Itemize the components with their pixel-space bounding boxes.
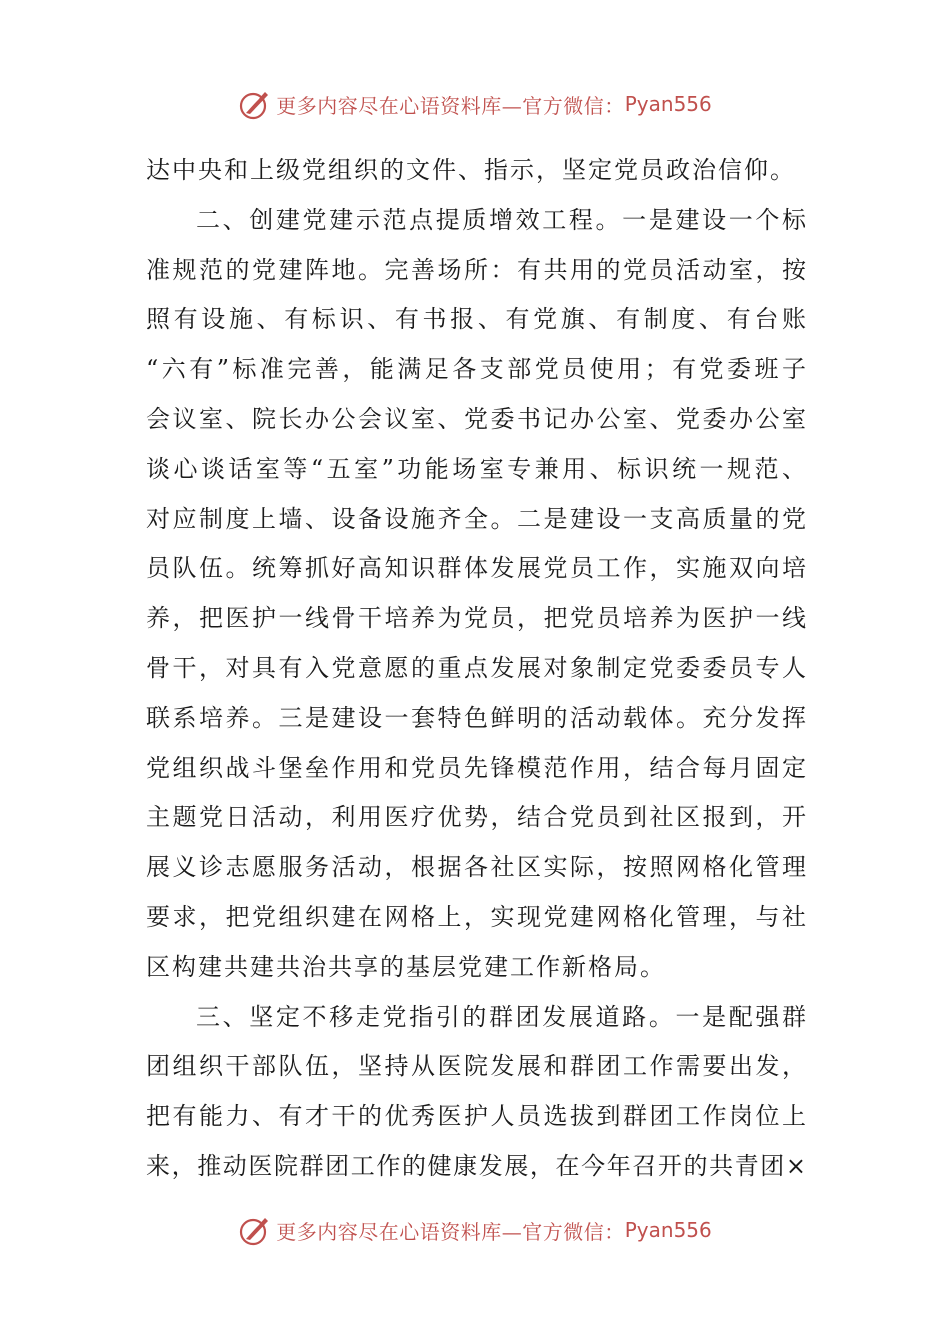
document-body <box>146 146 806 1192</box>
header-watermark-banner <box>0 84 950 124</box>
text-line: 区构建共建共治共享的基层党建工作新格局。 <box>146 952 666 981</box>
banner-contact: Pyan556 <box>624 92 712 116</box>
text-line: 养，把医护一线骨干培养为党员，把党员培养为医护一线 <box>146 604 806 633</box>
paragraph-section-three <box>146 993 806 1192</box>
banner-contact: Pyan556 <box>624 1218 712 1242</box>
text-line: 展义诊志愿服务活动，根据各社区实际，按照网格化管理 <box>146 853 806 882</box>
text-line: 骨干，对具有入党意愿的重点发展对象制定党委委员专人 <box>146 653 806 682</box>
text-line: 要求，把党组织建在网格上，实现党建网格化管理，与社 <box>146 902 806 931</box>
text-line: 团组织干部队伍，坚持从医院发展和群团工作需要出发， <box>146 1052 806 1081</box>
quill-circle-icon <box>238 1213 272 1247</box>
text-line: 照有设施、有标识、有书报、有党旗、有制度、有台账 <box>146 305 806 334</box>
text-line: 把有能力、有才干的优秀医护人员选拔到群团工作岗位上 <box>146 1102 806 1131</box>
banner-text: 更多内容尽在心语资料库—官方微信： <box>276 1219 625 1244</box>
text-line: 谈心谈话室等“五室”功能场室专兼用、标识统一规范、 <box>146 454 806 483</box>
text-line: 主题党日活动，利用医疗优势，结合党员到社区报到，开 <box>146 803 806 832</box>
text-line: 三、坚定不移走党指引的群团发展道路。一是配强群 <box>196 1002 806 1031</box>
text-line: 会议室、院长办公会议室、党委书记办公室、党委办公室 <box>146 404 806 433</box>
paragraph-section-two <box>146 196 806 993</box>
text-line: 来，推动医院群团工作的健康发展，在今年召开的共青团× <box>146 1151 806 1180</box>
text-line: 党组织战斗堡垒作用和党员先锋模范作用，结合每月固定 <box>146 753 806 782</box>
text-line: 准规范的党建阵地。完善场所：有共用的党员活动室，按 <box>146 255 806 284</box>
text-line: 达中央和上级党组织的文件、指示，坚定党员政治信仰。 <box>146 156 796 184</box>
text-line: 员队伍。统筹抓好高知识群体发展党员工作，实施双向培 <box>146 554 806 583</box>
paragraph-continuation <box>146 146 806 196</box>
text-line: 联系培养。三是建设一套特色鲜明的活动载体。充分发挥 <box>146 703 806 732</box>
footer-watermark-banner <box>0 1210 950 1250</box>
quill-circle-icon <box>238 87 272 121</box>
text-line: 对应制度上墙、设备设施齐全。二是建设一支高质量的党 <box>146 504 806 533</box>
banner-text: 更多内容尽在心语资料库—官方微信： <box>276 93 625 118</box>
text-line: 二、创建党建示范点提质增效工程。一是建设一个标 <box>196 205 806 234</box>
text-line: “六有”标准完善，能满足各支部党员使用；有党委班子 <box>146 355 806 384</box>
